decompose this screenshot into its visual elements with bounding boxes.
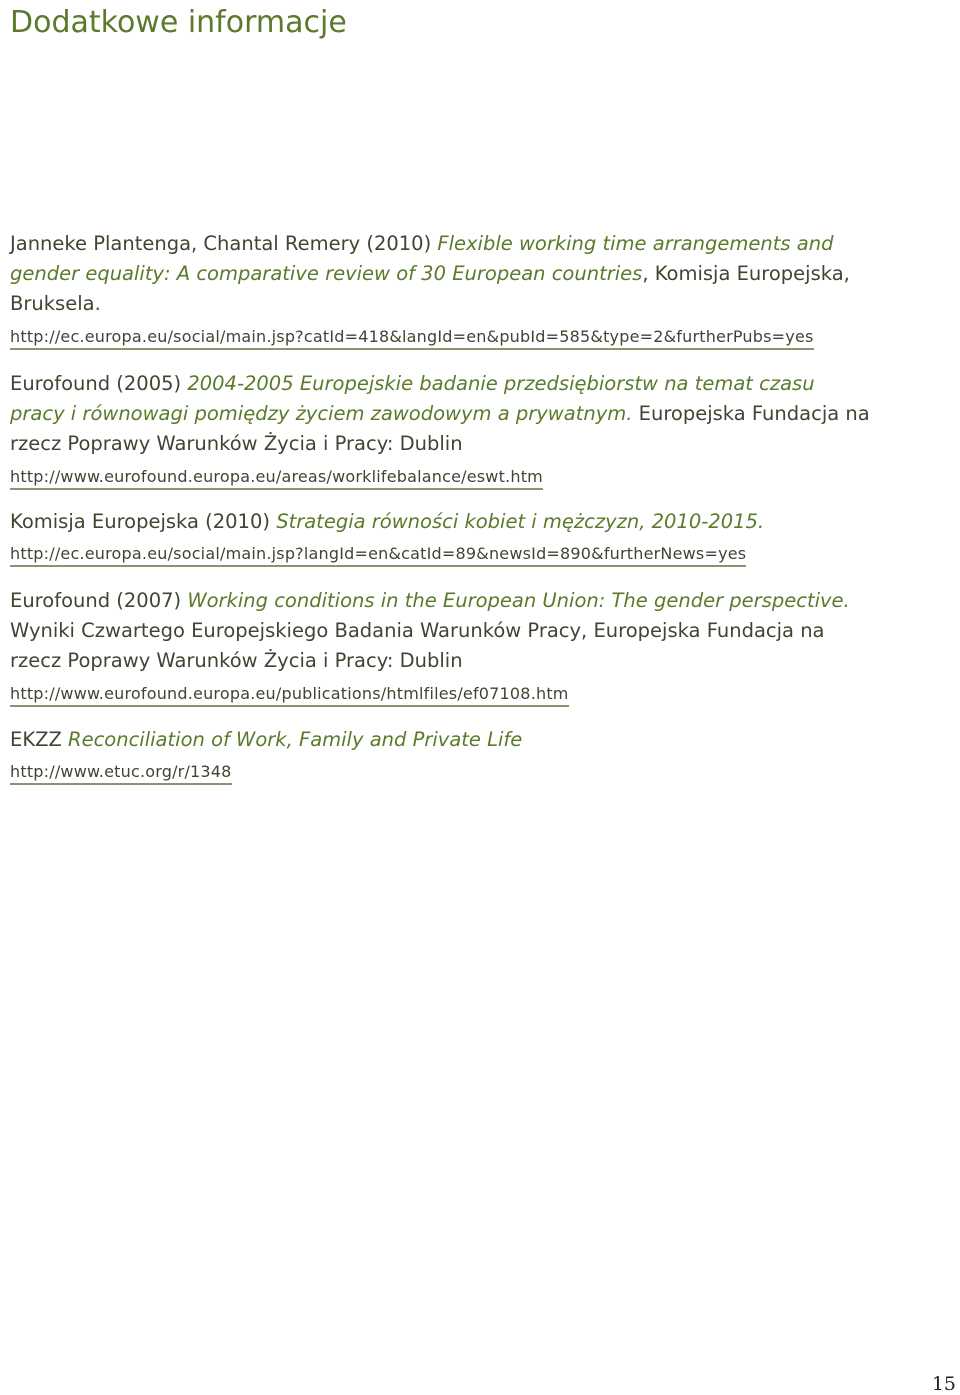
reference-link[interactable]: http://ec.europa.eu/social/main.jsp?catId=418&langId=en&pubId=585&type=2&furtherPubs=yes xyxy=(10,326,814,350)
reference-link-line xyxy=(10,326,814,350)
reference-publisher: Wyniki Czwartego Europejskiego Badania Warunków Pracy, Europejska Fundacja na rzecz Poprawy Warunków Życia i Pracy: Dublin xyxy=(10,619,825,672)
reference-author: Janneke Plantenga, Chantal Remery (2010) xyxy=(10,232,438,255)
reference-author: Eurofound (2005) xyxy=(10,372,188,395)
reference-link-line xyxy=(10,761,232,785)
reference-entry xyxy=(10,369,870,459)
reference-link-line xyxy=(10,683,569,707)
reference-title: Strategia równości kobiet i mężczyzn, 2010-2015. xyxy=(276,510,765,533)
page-title: Dodatkowe informacje xyxy=(10,5,347,40)
reference-link-line xyxy=(10,543,746,567)
reference-entry xyxy=(10,725,870,755)
reference-author: Komisja Europejska (2010) xyxy=(10,510,277,533)
reference-title: 2004-2005 Europejskie badanie przedsiębiorstw na temat czasu pracy i równowagi pomiędzy życiem zawodowym a prywatnym. xyxy=(10,372,815,425)
reference-title: Reconciliation of Work, Family and Private Life xyxy=(68,728,523,751)
reference-author: EKZZ xyxy=(10,728,69,751)
reference-title: Working conditions in the European Union: The gender perspective. xyxy=(187,589,850,612)
reference-author: Eurofound (2007) xyxy=(10,589,188,612)
reference-publisher: , Komisja Europejska, Bruksela. xyxy=(10,262,850,315)
reference-link[interactable]: http://www.eurofound.europa.eu/areas/worklifebalance/eswt.htm xyxy=(10,466,543,490)
reference-link-line xyxy=(10,466,543,490)
reference-publisher: Europejska Fundacja na rzecz Poprawy Warunków Życia i Pracy: Dublin xyxy=(10,402,870,455)
reference-entry xyxy=(10,507,870,537)
reference-link[interactable]: http://ec.europa.eu/social/main.jsp?langId=en&catId=89&newsId=890&furtherNews=yes xyxy=(10,543,746,567)
reference-title: Flexible working time arrangements and gender equality: A comparative review of 30 European countries xyxy=(10,232,834,285)
page-number: 15 xyxy=(931,1373,956,1395)
reference-entry xyxy=(10,229,870,319)
reference-link[interactable]: http://www.eurofound.europa.eu/publications/htmlfiles/ef07108.htm xyxy=(10,683,569,707)
reference-link[interactable]: http://www.etuc.org/r/1348 xyxy=(10,761,232,785)
reference-entry xyxy=(10,586,870,676)
